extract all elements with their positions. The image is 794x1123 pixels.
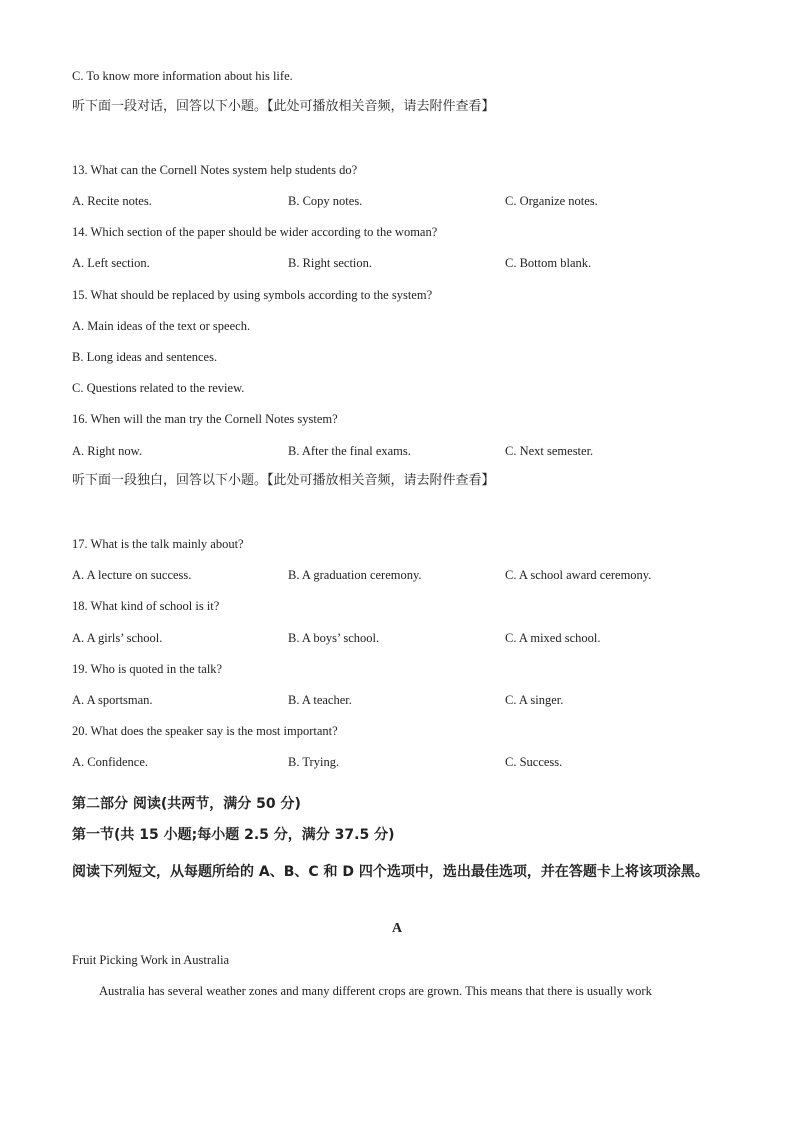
question-19: 19. Who is quoted in the talk? bbox=[72, 662, 223, 676]
q15-option-b: B. Long ideas and sentences. bbox=[72, 350, 218, 364]
question-17: 17. What is the talk mainly about? bbox=[72, 537, 244, 551]
q14-option-a: A. Left section. bbox=[72, 256, 150, 270]
reading-section-title: 第一节(共 15 小题;每小题 2.5 分，满分 37.5 分) bbox=[72, 827, 395, 843]
q16-option-c: C. Next semester. bbox=[505, 444, 594, 458]
q17-option-a: A. A lecture on success. bbox=[72, 568, 192, 582]
q18-option-b: B. A boys’ school. bbox=[288, 631, 380, 645]
passage-title: Fruit Picking Work in Australia bbox=[72, 953, 230, 967]
question-17-options bbox=[72, 567, 732, 583]
audio-instruction-monologue: 听下面一段独白，回答以下小题。【此处可播放相关音频，请去附件查看】 bbox=[72, 473, 495, 488]
question-19-options bbox=[72, 692, 732, 708]
question-13-options bbox=[72, 193, 732, 209]
q14-option-b: B. Right section. bbox=[288, 256, 373, 270]
q13-option-c: C. Organize notes. bbox=[505, 194, 598, 208]
q15-option-c: C. Questions related to the review. bbox=[72, 381, 245, 395]
question-18: 18. What kind of school is it? bbox=[72, 599, 220, 613]
q20-option-a: A. Confidence. bbox=[72, 755, 149, 769]
question-20-options bbox=[72, 754, 732, 770]
q13-option-b: B. Copy notes. bbox=[288, 194, 363, 208]
question-14-options bbox=[72, 255, 732, 271]
question-16: 16. When will the man try the Cornell Notes system? bbox=[72, 412, 338, 426]
q12-option-c: C. To know more information about his life. bbox=[72, 69, 293, 83]
q19-option-a: A. A sportsman. bbox=[72, 693, 153, 707]
question-15: 15. What should be replaced by using symbols according to the system? bbox=[72, 288, 433, 302]
q20-option-c: C. Success. bbox=[505, 755, 563, 769]
q17-option-b: B. A graduation ceremony. bbox=[288, 568, 422, 582]
audio-instruction-dialogue: 听下面一段对话，回答以下小题。【此处可播放相关音频，请去附件查看】 bbox=[72, 99, 495, 114]
q18-option-c: C. A mixed school. bbox=[505, 631, 601, 645]
q20-option-b: B. Trying. bbox=[288, 755, 340, 769]
question-16-options bbox=[72, 443, 732, 459]
q16-option-b: B. After the final exams. bbox=[288, 444, 411, 458]
q19-option-b: B. A teacher. bbox=[288, 693, 352, 707]
question-13: 13. What can the Cornell Notes system help students do? bbox=[72, 163, 358, 177]
passage-text: Australia has several weather zones and many different crops are grown. This means that there is usually work bbox=[99, 984, 652, 998]
q13-option-a: A. Recite notes. bbox=[72, 194, 152, 208]
q15-option-a: A. Main ideas of the text or speech. bbox=[72, 319, 251, 333]
q18-option-a: A. A girls’ school. bbox=[72, 631, 163, 645]
question-14: 14. Which section of the paper should be wider according to the woman? bbox=[72, 225, 438, 239]
q19-option-c: C. A singer. bbox=[505, 693, 564, 707]
reading-part-title: 第二部分 阅读(共两节，满分 50 分) bbox=[72, 796, 301, 812]
q16-option-a: A. Right now. bbox=[72, 444, 143, 458]
question-18-options bbox=[72, 630, 732, 646]
question-20: 20. What does the speaker say is the most important? bbox=[72, 724, 338, 738]
passage-label: A bbox=[391, 921, 403, 936]
reading-instruction: 阅读下列短文，从每题所给的 A、B、C 和 D 四个选项中，选出最佳选项，并在答题卡上将该项涂黑。 bbox=[72, 864, 709, 880]
q14-option-c: C. Bottom blank. bbox=[505, 256, 592, 270]
q17-option-c: C. A school award ceremony. bbox=[505, 568, 652, 582]
